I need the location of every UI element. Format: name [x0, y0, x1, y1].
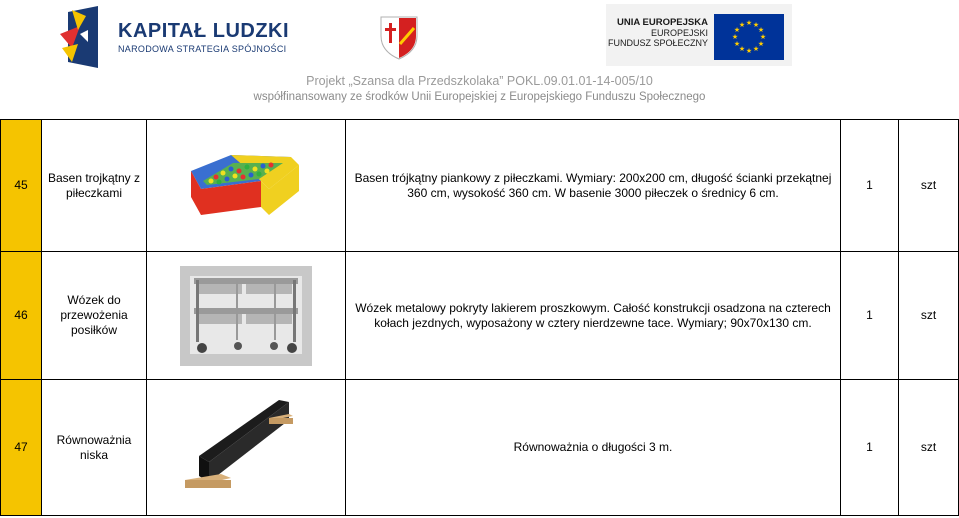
- eu-line-3: FUNDUSZ SPOŁECZNY: [607, 38, 708, 48]
- item-unit: szt: [899, 120, 959, 252]
- svg-text:★: ★: [731, 33, 739, 41]
- item-quantity: 1: [841, 380, 899, 516]
- project-line: Projekt „Szansa dla Przedszkolaka” POKL.09.01.01-14-005/10: [306, 74, 653, 88]
- row-number: 45: [1, 120, 42, 252]
- document-header: [0, 0, 959, 118]
- coat-of-arms-icon: [378, 14, 420, 60]
- balance-beam-image: [181, 398, 311, 498]
- eu-text: [608, 18, 708, 48]
- kapital-ludzki-subtitle: NARODOWA STRATEGIA SPÓJNOŚCI: [118, 44, 287, 54]
- row-number: 47: [1, 380, 42, 516]
- svg-text:★: ★: [738, 45, 746, 53]
- svg-text:★: ★: [738, 21, 746, 29]
- svg-text:★: ★: [759, 33, 767, 41]
- svg-text:★: ★: [752, 21, 760, 29]
- item-name: Wózek do przewożenia posiłków: [42, 252, 147, 380]
- item-name: Równoważnia niska: [42, 380, 147, 516]
- item-quantity: 1: [841, 252, 899, 380]
- item-image-cell: [147, 120, 346, 252]
- item-image-cell: [147, 380, 346, 516]
- kapital-ludzki-emblem-icon: [58, 4, 118, 70]
- table-row: [1, 380, 959, 516]
- item-image-cell: [147, 252, 346, 380]
- item-name: Basen trojkątny z piłeczkami: [42, 120, 147, 252]
- svg-text:★: ★: [752, 45, 760, 53]
- item-unit: szt: [899, 252, 959, 380]
- svg-text:★: ★: [733, 26, 741, 34]
- table-row: [1, 252, 959, 380]
- item-description: Basen trójkątny piankowy z piłeczkami. Wymiary: 200x200 cm, długość ścianki przekątnej 360 cm, wysokość 360 cm. W basenie 3000 piłeczek o średnicy 6 cm.: [346, 120, 841, 252]
- eu-logo: [606, 4, 792, 66]
- svg-text:★: ★: [757, 40, 765, 48]
- cofinance-line: współfinansowany ze środków Unii Europejskiej z Europejskiego Funduszu Społecznego: [253, 91, 706, 103]
- svg-text:★: ★: [745, 47, 753, 55]
- item-unit: szt: [899, 380, 959, 516]
- eu-flag-icon: [714, 14, 784, 60]
- svg-text:★: ★: [757, 26, 765, 34]
- item-quantity: 1: [841, 120, 899, 252]
- eu-line-2: EUROPEJSKI: [650, 28, 708, 38]
- food-cart-image: [180, 266, 312, 366]
- row-number: 46: [1, 252, 42, 380]
- ball-pool-image: [171, 141, 321, 231]
- items-table: [0, 119, 959, 516]
- svg-text:★: ★: [733, 40, 741, 48]
- item-description: Równoważnia o długości 3 m.: [346, 380, 841, 516]
- eu-line-1: UNIA EUROPEJSKA: [617, 17, 708, 28]
- kapital-ludzki-title: KAPITAŁ LUDZKI: [118, 20, 290, 42]
- table-row: [1, 120, 959, 252]
- item-description: Wózek metalowy pokryty lakierem proszkowym. Całość konstrukcji osadzona na czterech kołach jezdnych, wyposażony w cztery nierdzewne tace. Wymiary; 90x70x130 cm.: [346, 252, 841, 380]
- svg-text:★: ★: [745, 19, 753, 27]
